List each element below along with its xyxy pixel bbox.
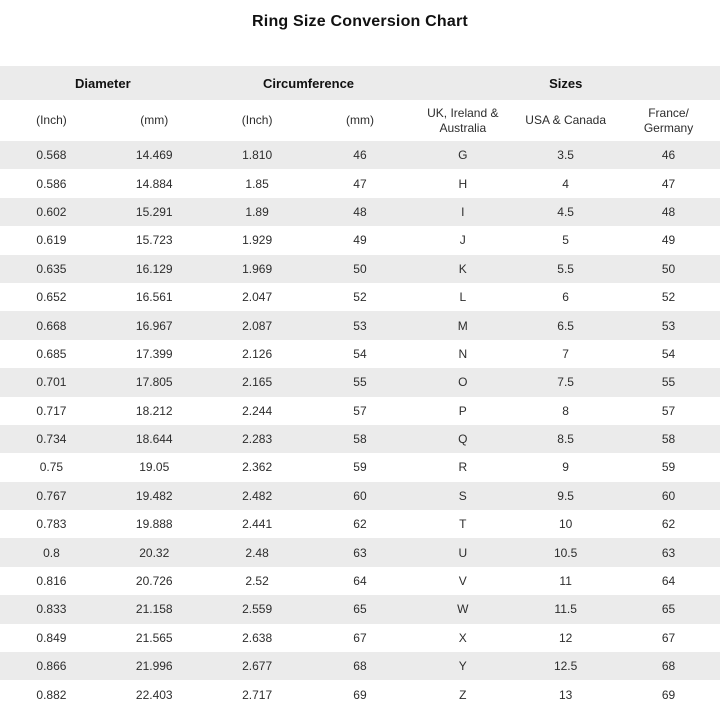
table-cell: 0.668 — [0, 311, 103, 339]
table-cell: 12.5 — [514, 652, 617, 680]
table-cell: 2.559 — [206, 595, 309, 623]
table-cell: 9 — [514, 453, 617, 481]
table-cell: 58 — [617, 425, 720, 453]
table-cell: 20.32 — [103, 538, 206, 566]
table-cell: 1.85 — [206, 169, 309, 197]
table-cell: 63 — [309, 538, 412, 566]
table-cell: 47 — [617, 169, 720, 197]
table-cell: 52 — [617, 283, 720, 311]
table-cell: T — [411, 510, 514, 538]
table-cell: 13 — [514, 680, 617, 708]
table-cell: H — [411, 169, 514, 197]
table-cell: 68 — [617, 652, 720, 680]
table-cell: 55 — [309, 368, 412, 396]
table-cell: Z — [411, 680, 514, 708]
table-cell: 2.482 — [206, 482, 309, 510]
table-row — [0, 283, 720, 311]
table-cell: 67 — [617, 624, 720, 652]
table-cell: 2.52 — [206, 567, 309, 595]
column-header-uk-ireland-australia: UK, Ireland & Australia — [411, 100, 514, 141]
column-header-diameter-mm: (mm) — [103, 100, 206, 141]
table-cell: 10 — [514, 510, 617, 538]
table-cell: R — [411, 453, 514, 481]
table-cell: I — [411, 198, 514, 226]
table-cell: 0.849 — [0, 624, 103, 652]
table-cell: 4.5 — [514, 198, 617, 226]
table-cell: 2.638 — [206, 624, 309, 652]
table-cell: 55 — [617, 368, 720, 396]
table-cell: 0.8 — [0, 538, 103, 566]
table-cell: 0.701 — [0, 368, 103, 396]
table-cell: 4 — [514, 169, 617, 197]
table-cell: 50 — [309, 255, 412, 283]
table-cell: 63 — [617, 538, 720, 566]
table-cell: 0.75 — [0, 453, 103, 481]
table-cell: 2.677 — [206, 652, 309, 680]
table-cell: U — [411, 538, 514, 566]
table-cell: 9.5 — [514, 482, 617, 510]
table-row — [0, 255, 720, 283]
table-header — [0, 66, 720, 141]
group-header-row — [0, 66, 720, 100]
table-cell: 62 — [309, 510, 412, 538]
table-cell: 69 — [309, 680, 412, 708]
table-cell: 49 — [309, 226, 412, 254]
table-cell: 5.5 — [514, 255, 617, 283]
table-cell: 5 — [514, 226, 617, 254]
table-cell: 0.882 — [0, 680, 103, 708]
table-row — [0, 425, 720, 453]
table-cell: 46 — [617, 141, 720, 169]
table-cell: 64 — [617, 567, 720, 595]
table-cell: 67 — [309, 624, 412, 652]
table-cell: 0.619 — [0, 226, 103, 254]
column-header-row — [0, 100, 720, 141]
column-header-france-germany: France/ Germany — [617, 100, 720, 141]
table-cell: 2.126 — [206, 340, 309, 368]
table-cell: 10.5 — [514, 538, 617, 566]
table-cell: 21.565 — [103, 624, 206, 652]
table-cell: 60 — [309, 482, 412, 510]
table-cell: O — [411, 368, 514, 396]
table-row — [0, 198, 720, 226]
table-cell: 0.685 — [0, 340, 103, 368]
table-cell: 19.05 — [103, 453, 206, 481]
table-cell: 17.399 — [103, 340, 206, 368]
table-row — [0, 510, 720, 538]
table-cell: 57 — [309, 397, 412, 425]
table-row — [0, 624, 720, 652]
table-cell: V — [411, 567, 514, 595]
table-row — [0, 453, 720, 481]
table-row — [0, 538, 720, 566]
table-cell: 0.734 — [0, 425, 103, 453]
table-cell: 2.362 — [206, 453, 309, 481]
table-row — [0, 311, 720, 339]
table-cell: 59 — [309, 453, 412, 481]
table-cell: N — [411, 340, 514, 368]
table-cell: 0.816 — [0, 567, 103, 595]
group-header-diameter: Diameter — [0, 66, 206, 100]
table-row — [0, 595, 720, 623]
table-cell: 1.929 — [206, 226, 309, 254]
table-cell: 14.469 — [103, 141, 206, 169]
table-cell: 16.967 — [103, 311, 206, 339]
table-cell: 47 — [309, 169, 412, 197]
table-body — [0, 141, 720, 709]
table-cell: 16.129 — [103, 255, 206, 283]
table-cell: 54 — [617, 340, 720, 368]
table-cell: X — [411, 624, 514, 652]
table-row — [0, 567, 720, 595]
table-cell: 65 — [309, 595, 412, 623]
table-cell: 2.244 — [206, 397, 309, 425]
column-header-usa-canada: USA & Canada — [514, 100, 617, 141]
table-cell: G — [411, 141, 514, 169]
table-cell: 7 — [514, 340, 617, 368]
table-row — [0, 397, 720, 425]
table-row — [0, 680, 720, 708]
table-cell: 6 — [514, 283, 617, 311]
table-cell: 0.783 — [0, 510, 103, 538]
table-cell: 53 — [309, 311, 412, 339]
page-title: Ring Size Conversion Chart — [252, 13, 468, 30]
table-row — [0, 169, 720, 197]
table-row — [0, 368, 720, 396]
table-cell: 0.833 — [0, 595, 103, 623]
table-cell: K — [411, 255, 514, 283]
table-cell: 19.888 — [103, 510, 206, 538]
table-cell: 69 — [617, 680, 720, 708]
table-cell: 53 — [617, 311, 720, 339]
table-cell: 8 — [514, 397, 617, 425]
table-cell: 18.212 — [103, 397, 206, 425]
table-cell: 0.586 — [0, 169, 103, 197]
table-row — [0, 340, 720, 368]
table-cell: 46 — [309, 141, 412, 169]
table-cell: 19.482 — [103, 482, 206, 510]
table-cell: 0.652 — [0, 283, 103, 311]
table-cell: J — [411, 226, 514, 254]
table-cell: 2.441 — [206, 510, 309, 538]
table-cell: 59 — [617, 453, 720, 481]
table-cell: S — [411, 482, 514, 510]
table-cell: 2.717 — [206, 680, 309, 708]
table-cell: 15.291 — [103, 198, 206, 226]
table-cell: 54 — [309, 340, 412, 368]
table-cell: 65 — [617, 595, 720, 623]
table-cell: 16.561 — [103, 283, 206, 311]
table-cell: 1.969 — [206, 255, 309, 283]
table-cell: 7.5 — [514, 368, 617, 396]
table-cell: 64 — [309, 567, 412, 595]
table-cell: 0.635 — [0, 255, 103, 283]
table-cell: 18.644 — [103, 425, 206, 453]
table-cell: 2.283 — [206, 425, 309, 453]
table-cell: 0.866 — [0, 652, 103, 680]
table-cell: 2.165 — [206, 368, 309, 396]
ring-size-table — [0, 66, 720, 709]
table-cell: 15.723 — [103, 226, 206, 254]
column-header-diameter-inch: (Inch) — [0, 100, 103, 141]
table-cell: 50 — [617, 255, 720, 283]
table-cell: 58 — [309, 425, 412, 453]
table-cell: Y — [411, 652, 514, 680]
table-cell: 0.602 — [0, 198, 103, 226]
table-cell: W — [411, 595, 514, 623]
table-cell: 8.5 — [514, 425, 617, 453]
table-row — [0, 482, 720, 510]
table-cell: 12 — [514, 624, 617, 652]
table-cell: M — [411, 311, 514, 339]
table-cell: P — [411, 397, 514, 425]
table-cell: 60 — [617, 482, 720, 510]
table-cell: 6.5 — [514, 311, 617, 339]
table-cell: 2.047 — [206, 283, 309, 311]
table-row — [0, 652, 720, 680]
table-cell: 2.48 — [206, 538, 309, 566]
table-cell: 22.403 — [103, 680, 206, 708]
table-row — [0, 141, 720, 169]
table-cell: 21.996 — [103, 652, 206, 680]
table-cell: 57 — [617, 397, 720, 425]
table-cell: 1.89 — [206, 198, 309, 226]
table-cell: Q — [411, 425, 514, 453]
table-cell: 48 — [309, 198, 412, 226]
table-cell: 62 — [617, 510, 720, 538]
table-cell: 0.717 — [0, 397, 103, 425]
table-cell: 52 — [309, 283, 412, 311]
table-cell: 0.767 — [0, 482, 103, 510]
table-cell: L — [411, 283, 514, 311]
table-cell: 68 — [309, 652, 412, 680]
table-cell: 2.087 — [206, 311, 309, 339]
table-cell: 48 — [617, 198, 720, 226]
group-header-circumference: Circumference — [206, 66, 412, 100]
table-row — [0, 226, 720, 254]
table-cell: 11 — [514, 567, 617, 595]
table-cell: 21.158 — [103, 595, 206, 623]
table-cell: 49 — [617, 226, 720, 254]
table-cell: 0.568 — [0, 141, 103, 169]
column-header-circumference-inch: (Inch) — [206, 100, 309, 141]
column-header-circumference-mm: (mm) — [309, 100, 412, 141]
table-cell: 17.805 — [103, 368, 206, 396]
group-header-sizes: Sizes — [411, 66, 720, 100]
table-cell: 11.5 — [514, 595, 617, 623]
table-cell: 1.810 — [206, 141, 309, 169]
table-cell: 14.884 — [103, 169, 206, 197]
table-cell: 3.5 — [514, 141, 617, 169]
table-cell: 20.726 — [103, 567, 206, 595]
